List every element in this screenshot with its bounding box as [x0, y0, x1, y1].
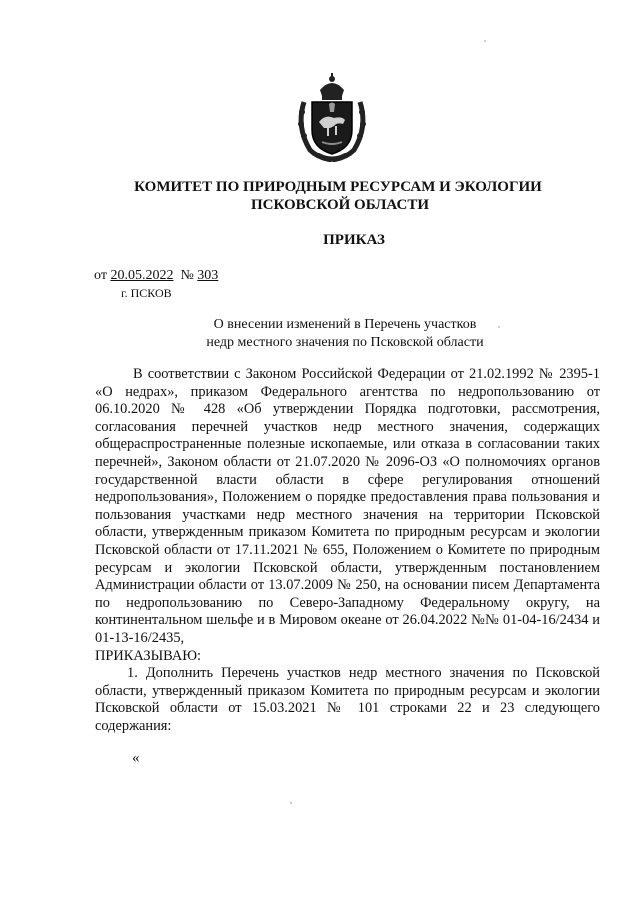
subject-line2: недр местного значения по Псковской области — [206, 335, 484, 350]
order-word: ПРИКАЗЫВАЮ: — [95, 647, 202, 664]
order-subject — [160, 316, 530, 352]
scan-speck — [290, 802, 292, 804]
scan-speck — [498, 326, 500, 328]
organization-name-line1: КОМИТЕТ ПО ПРИРОДНЫМ РЕСУРСАМ И ЭКОЛОГИИ — [134, 179, 542, 195]
pskov-region-coat-of-arms-icon — [292, 72, 372, 162]
order-body — [95, 366, 600, 735]
preamble-paragraph: В соответствии с Законом Российской Федерации от 21.02.1992 № 2395-1 «О недрах», приказом Федерального агентства по недропользованию от 06.10.2020 № 428 «Об утверждении Порядка подготовки, рассмотрения, согласования перечней участков недр местного значения, содержащих общераспространенные полезные ископаемые, или отказа в согласовании таких перечней», Законом области от 21.07.2020 № 2096-ОЗ «О полномочиях органов государственной власти области в сфере регулирования отношений недропользования», Положением о порядке предоставления права пользования и пользования участками недр местного значения на территории Псковской области, утвержденным приказом Комитета по природным ресурсам и экологии Псковской области от 17.11.2021 № 655, Положением о Комитете по природным ресурсам и экологии Псковской области, утвержденным постановлением Администрации области от 13.07.2009 № 250, на основании писем Департамента по недропользованию по Северо-Западному Федеральному округу, на континентальном шельфе и в Мировом океане от 26.04.2022 №№ 01-04-16/2434 и 01-13-16/2435, — [95, 366, 600, 646]
date-prefix: от — [94, 268, 107, 283]
number-prefix: № — [180, 268, 194, 283]
city-label: г. ПСКОВ — [121, 286, 172, 300]
organization-name-line2: ПСКОВСКОЙ ОБЛАСТИ — [250, 197, 430, 213]
order-number: 303 — [197, 268, 219, 283]
order-date: 20.05.2022 — [110, 268, 174, 283]
scan-speck — [484, 40, 486, 42]
subject-line1: О внесении изменений в Перечень участков — [213, 317, 477, 332]
document-type-title: ПРИКАЗ — [323, 232, 385, 248]
opening-quote-mark: « — [132, 750, 140, 766]
order-date-number — [94, 268, 218, 284]
item-1-paragraph: 1. Дополнить Перечень участков недр местного значения по Псковской области, утвержденный приказом Комитета по природным ресурсам и экологии Псковской области от 15.03.2021 № 101 строками 22 и 23 следующего содержания: — [95, 665, 600, 734]
